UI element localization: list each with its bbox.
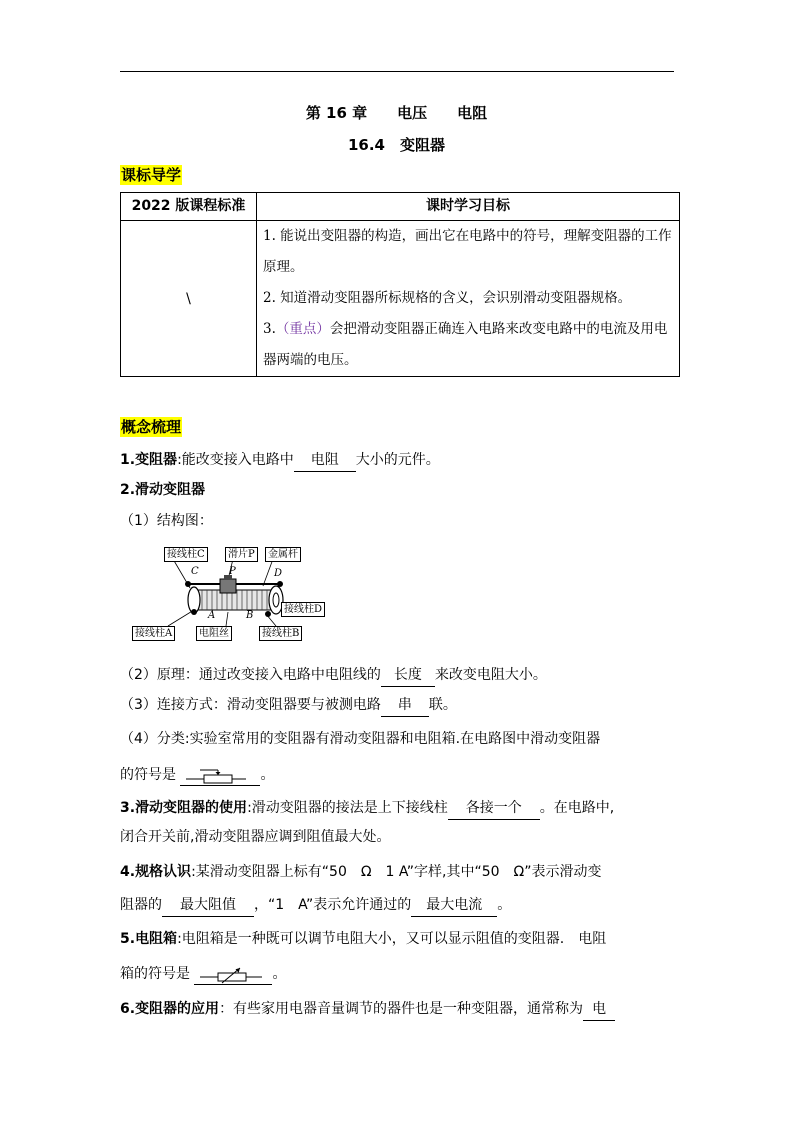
- para-6: 6.变阻器的应用：有些家用电器音量调节的器件也是一种变阻器，通常称为 电: [120, 998, 680, 1021]
- term-application: 变阻器的应用: [135, 1001, 220, 1017]
- para-2-heading: 2.滑动变阻器: [120, 482, 206, 498]
- term-spec: 规格认识: [135, 864, 192, 880]
- rheostat-structure-diagram: [128, 544, 343, 646]
- term-resistance-box: 电阻箱: [135, 931, 178, 947]
- para-1: 1.变阻器:能改变接入电路中 电阻 大小的元件。: [120, 449, 680, 472]
- goal-2: 2. 知道滑动变阻器所标规格的含义，会识别滑动变阻器规格。: [263, 290, 632, 306]
- section-label-concepts: 概念梳理: [121, 418, 182, 436]
- para-2-4-line1: （4）分类:实验室常用的变阻器有滑动变阻器和电阻箱.在电路图中滑动变阻器: [120, 731, 601, 747]
- goal-3-key: （重点）: [275, 321, 330, 337]
- goals-cell: [257, 221, 680, 377]
- section-label-guide: 课标导学: [121, 166, 182, 184]
- para-4-line1: 4.规格认识:某滑动变阻器上标有“50 Ω 1 A”字样,其中“50 Ω”表示滑动变: [120, 864, 602, 880]
- para-5-line2: 箱的符号是 。: [120, 963, 680, 985]
- para-3-line1: 3.滑动变阻器的使用:滑动变阻器的接法是上下接线柱 各接一个 。在电路中,: [120, 797, 680, 820]
- section-title: 16.4 变阻器: [347, 136, 445, 154]
- header-standard: 2022 版课程标准: [121, 193, 257, 221]
- label-rod: 金属杆: [265, 547, 301, 562]
- letter-d: D: [274, 568, 283, 579]
- blank-resistance: 电阻: [294, 449, 356, 472]
- para-2-1: （1）结构图：: [120, 513, 213, 529]
- blank-potentiometer: 电: [583, 998, 615, 1021]
- label-slider: 滑片P: [225, 547, 258, 562]
- resistance-box-symbol-blank: [194, 966, 272, 985]
- label-post-a: 接线柱A: [132, 626, 175, 641]
- blank-max-current: 最大电流: [411, 894, 497, 917]
- term-rheostat: 变阻器: [135, 452, 178, 468]
- letter-p: P: [229, 566, 236, 577]
- para-2-3: （3）连接方式：滑动变阻器要与被测电路 串 联。: [120, 694, 680, 717]
- blank-length: 长度: [381, 664, 435, 687]
- blank-series: 串: [381, 694, 429, 717]
- header-goals: 课时学习目标: [257, 193, 680, 221]
- chapter-title: 第 16 章 电压 电阻: [305, 104, 488, 122]
- resistance-box-symbol-icon: [194, 966, 272, 984]
- blank-max-resistance: 最大阻值: [162, 894, 254, 917]
- standard-value: \: [121, 221, 257, 377]
- goal-3: 3.（重点）会把滑动变阻器正确连入电路来改变电路中的电流及用电器两端的电压。: [263, 321, 668, 368]
- header-rule: [120, 71, 674, 72]
- label-wire: 电阻丝: [196, 626, 232, 641]
- label-post-c: 接线柱C: [164, 547, 208, 562]
- letter-c: C: [191, 566, 199, 577]
- letter-b: B: [246, 610, 254, 621]
- para-2-4-line2: 的符号是 。: [120, 764, 680, 786]
- rheostat-symbol-blank: [180, 767, 260, 786]
- letter-a: A: [208, 610, 216, 621]
- blank-one-each: 各接一个: [448, 797, 540, 820]
- para-5-line1: 5.电阻箱:电阻箱是一种既可以调节电阻大小，又可以显示阻值的变阻器. 电阻: [120, 931, 607, 947]
- label-post-b: 接线柱B: [259, 626, 302, 641]
- term-usage: 滑动变阻器的使用: [135, 800, 248, 816]
- curriculum-table: [120, 192, 680, 377]
- para-4-line2: 阻器的 最大阻值 ，“1 A”表示允许通过的 最大电流 。: [120, 894, 680, 917]
- para-3-line2: 闭合开关前,滑动变阻器应调到阻值最大处。: [120, 829, 391, 845]
- label-post-d: 接线柱D: [281, 602, 325, 617]
- para-2-2: （2）原理：通过改变接入电路中电阻线的 长度 来改变电阻大小。: [120, 664, 680, 687]
- rheostat-symbol-icon: [180, 767, 260, 785]
- goal-1: 1. 能说出变阻器的构造，画出它在电路中的符号，理解变阻器的工作原理。: [263, 228, 672, 275]
